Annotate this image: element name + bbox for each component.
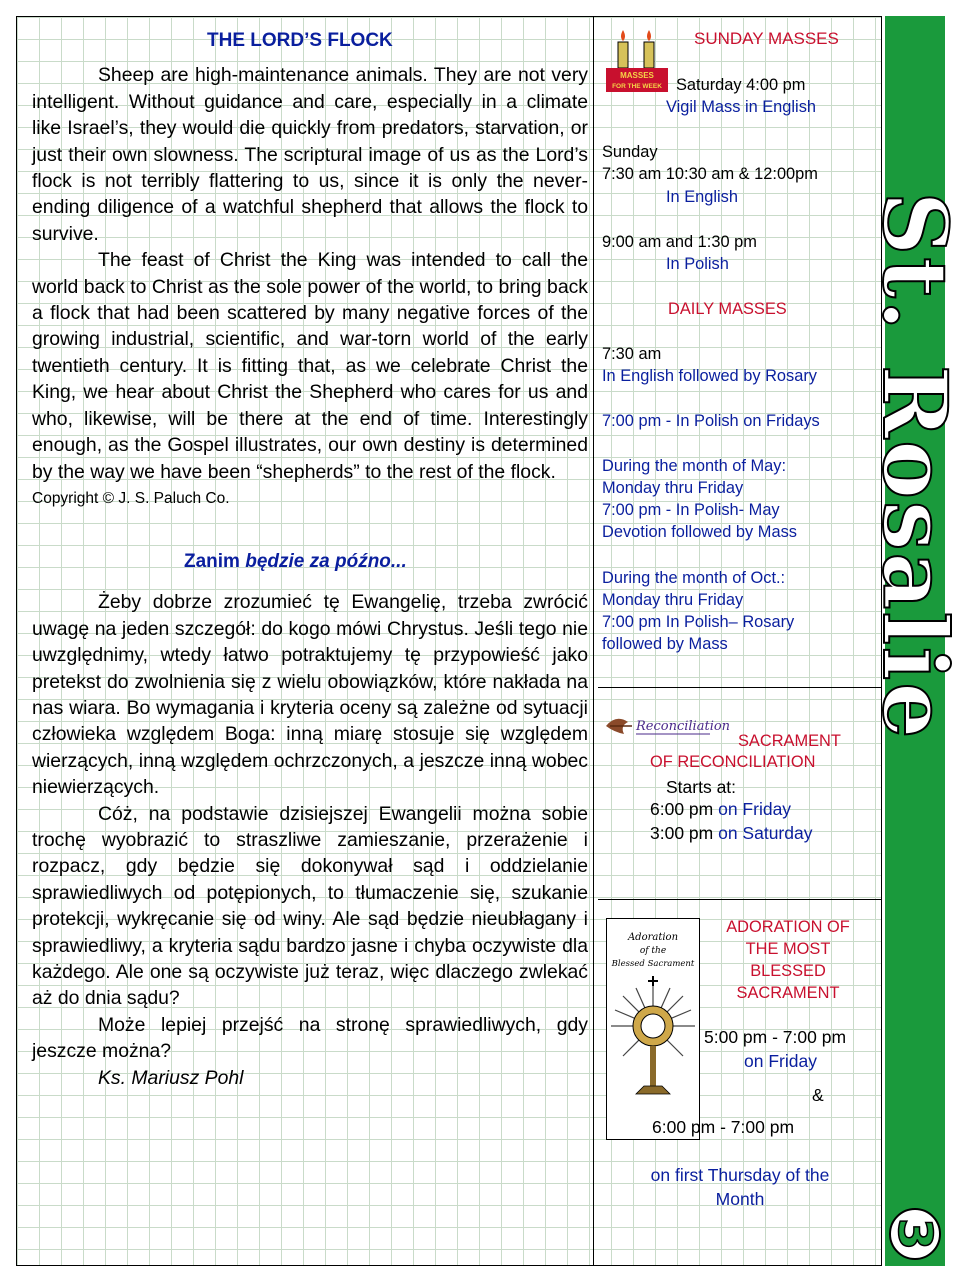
may-line-4: Devotion followed by Mass	[602, 523, 797, 541]
article-paragraph-1: Sheep are high-maintenance animals. They are not very intelligent. Without guidance and care, especially in a climate like Israel’s, they would die quickly from predators, starvation, or just their own slowness. The scriptural image of us as the Lord’s flock is not terribly flattering to us, since it is only the never-ending diligence of a watchful shepherd that allows the flock to survive.	[32, 64, 588, 245]
reconciliation-saturday-time: 3:00 pm	[650, 823, 719, 843]
logo-text-masses: MASSES	[620, 71, 654, 80]
sunday-polish-times: 9:00 am and 1:30 pm	[602, 233, 757, 251]
column-divider	[593, 16, 594, 1266]
adoration-thursday-time: 6:00 pm - 7:00 pm	[652, 1117, 795, 1137]
reconciliation-box	[598, 688, 882, 900]
reconciliation-saturday-day: on Saturday	[718, 823, 813, 843]
sunday-label: Sunday	[602, 143, 658, 161]
page-number-badge	[889, 1208, 941, 1260]
parish-name-banner	[863, 16, 967, 916]
polish-title-part-1: Zanim	[184, 550, 246, 572]
adoration-friday-day: on Friday	[744, 1051, 817, 1071]
parish-sidebar	[863, 16, 967, 1266]
candles-logo-icon	[604, 28, 670, 96]
sunday-polish-note: In Polish	[666, 255, 729, 273]
article-paragraph-2: The feast of Christ the King was intended to call the world back to Christ as the sole power of the world, to bring back a flock that had been scattered by many negative forces of the growing industrial, scientific, and war-torn world of the early twentieth century. It is fitting that, as we celebrate Christ the King, we hear about Christ the Shepherd who cares for us and who, likewise, will be there at the end of time. Interestingly enough, as the Gospel illustrates, our own destiny is determined by the way we have been “shepherds” to the rest of the flock.	[32, 249, 588, 483]
reconciliation-heading-1: SACRAMENT	[738, 732, 841, 750]
monstrance-logo-icon	[606, 918, 700, 1140]
polish-title-part-2: będzie za późno...	[245, 550, 407, 572]
sunday-masses-heading: SUNDAY MASSES	[694, 29, 839, 48]
sunday-english-times: 7:30 am 10:30 am & 12:00pm	[602, 165, 818, 183]
daily-masses-heading: DAILY MASSES	[668, 300, 787, 318]
reconciliation-starts: Starts at:	[666, 777, 737, 797]
reconciliation-logo-text: Reconciliation	[636, 719, 731, 734]
reconciliation-logo-icon	[602, 704, 731, 744]
adoration-ampersand: &	[812, 1085, 824, 1105]
adoration-box	[598, 900, 882, 1266]
october-line-2: Monday thru Friday	[602, 591, 744, 609]
reconciliation-friday-day: on Friday	[718, 799, 792, 819]
may-line-3: 7:00 pm - In Polish- May	[602, 501, 780, 519]
article-column	[32, 28, 588, 1091]
daily-mass-note: In English followed by Rosary	[602, 367, 818, 385]
reconciliation-heading-2: OF RECONCILIATION	[650, 753, 816, 771]
may-line-1: During the month of May:	[602, 457, 787, 475]
polish-paragraph-1: Żeby dobrze zrozumieć tę Ewangelię, trzeba zwrócić uwagę na jeden szczegół: do kogo mówi Chrystus. Jeśli tego nie uwzględnimy, wtedy łatwo potraktujemy tę przypowieść jako pretekst do zwolnienia się z wielu obowiązków, które nakłada na nas wiara. Bo wymagania i kryteria oceny są zależne od sytuacji człowieka względem Boga: inną miarę stosuje się względem wierzących, inną względem ochrzczonych, a jeszcze inną wobec niewierzących.	[32, 591, 588, 799]
may-line-2: Monday thru Friday	[602, 479, 744, 497]
friday-polish-mass: 7:00 pm - In Polish on Fridays	[602, 412, 820, 430]
daily-mass-time: 7:30 am	[602, 345, 662, 363]
adoration-thursday-note-2: Month	[715, 1189, 765, 1209]
author-signature: Ks. Mariusz Pohl	[98, 1066, 244, 1089]
adoration-heading-2: THE MOST	[745, 940, 831, 958]
schedule-column	[598, 16, 882, 1266]
reconciliation-friday-time: 6:00 pm	[650, 799, 719, 819]
october-line-1: During the month of Oct.:	[602, 569, 786, 587]
page-number: 3	[888, 1217, 942, 1251]
article-title: THE LORD’S FLOCK	[207, 30, 393, 51]
saturday-mass-time: Saturday 4:00 pm	[676, 76, 806, 94]
polish-paragraph-3: Może lepiej przejść na stronę sprawiedliwych, gdy jeszcze można?	[32, 1013, 588, 1063]
reconciliation-saturday	[650, 822, 812, 844]
masses-box	[598, 16, 882, 688]
adoration-logo-line-3: Blessed Sacrament	[611, 959, 695, 969]
logo-text-week: FOR THE WEEK	[612, 83, 662, 90]
adoration-heading-3: BLESSED	[750, 962, 826, 980]
copyright-note: Copyright © J. S. Paluch Co.	[32, 489, 230, 507]
reconciliation-friday	[650, 798, 791, 820]
saturday-mass-note: Vigil Mass in English	[666, 98, 817, 116]
adoration-heading-1: ADORATION OF	[726, 918, 850, 936]
adoration-thursday-note-1: on first Thursday of the	[650, 1165, 830, 1185]
adoration-friday-time: 5:00 pm - 7:00 pm	[704, 1027, 847, 1047]
adoration-heading-4: SACRAMENT	[736, 984, 840, 1002]
polish-article-title	[184, 549, 588, 575]
october-line-3: 7:00 pm In Polish– Rosary	[602, 613, 795, 631]
parish-name: St. Rosalie	[863, 191, 967, 741]
october-line-4: followed by Mass	[602, 635, 728, 653]
adoration-logo-line-1: Adoration	[627, 932, 679, 943]
polish-paragraph-2: Cóż, na podstawie dzisiejszej Ewangelii można sobie trochę wyobrazić to straszliwe zamieszanie, przerażenie i rozpacz, gdy będzie się dokonywał sąd i oddzielanie sprawiedliwych od potępionych, to tłumaczenie się, szukanie protekcji, wykręcanie się od winy. Ale sąd będzie nieubłagany i sprawiedliwy, a kryteria sądu bardzo jasne i chyba oczywiste dla każdego. Ale one są oczywiste już teraz, więc dlaczego zwlekać aż do dnia sądu?	[32, 802, 588, 1010]
sunday-english-note: In English	[666, 188, 738, 206]
adoration-logo-line-2: of the	[639, 946, 667, 956]
